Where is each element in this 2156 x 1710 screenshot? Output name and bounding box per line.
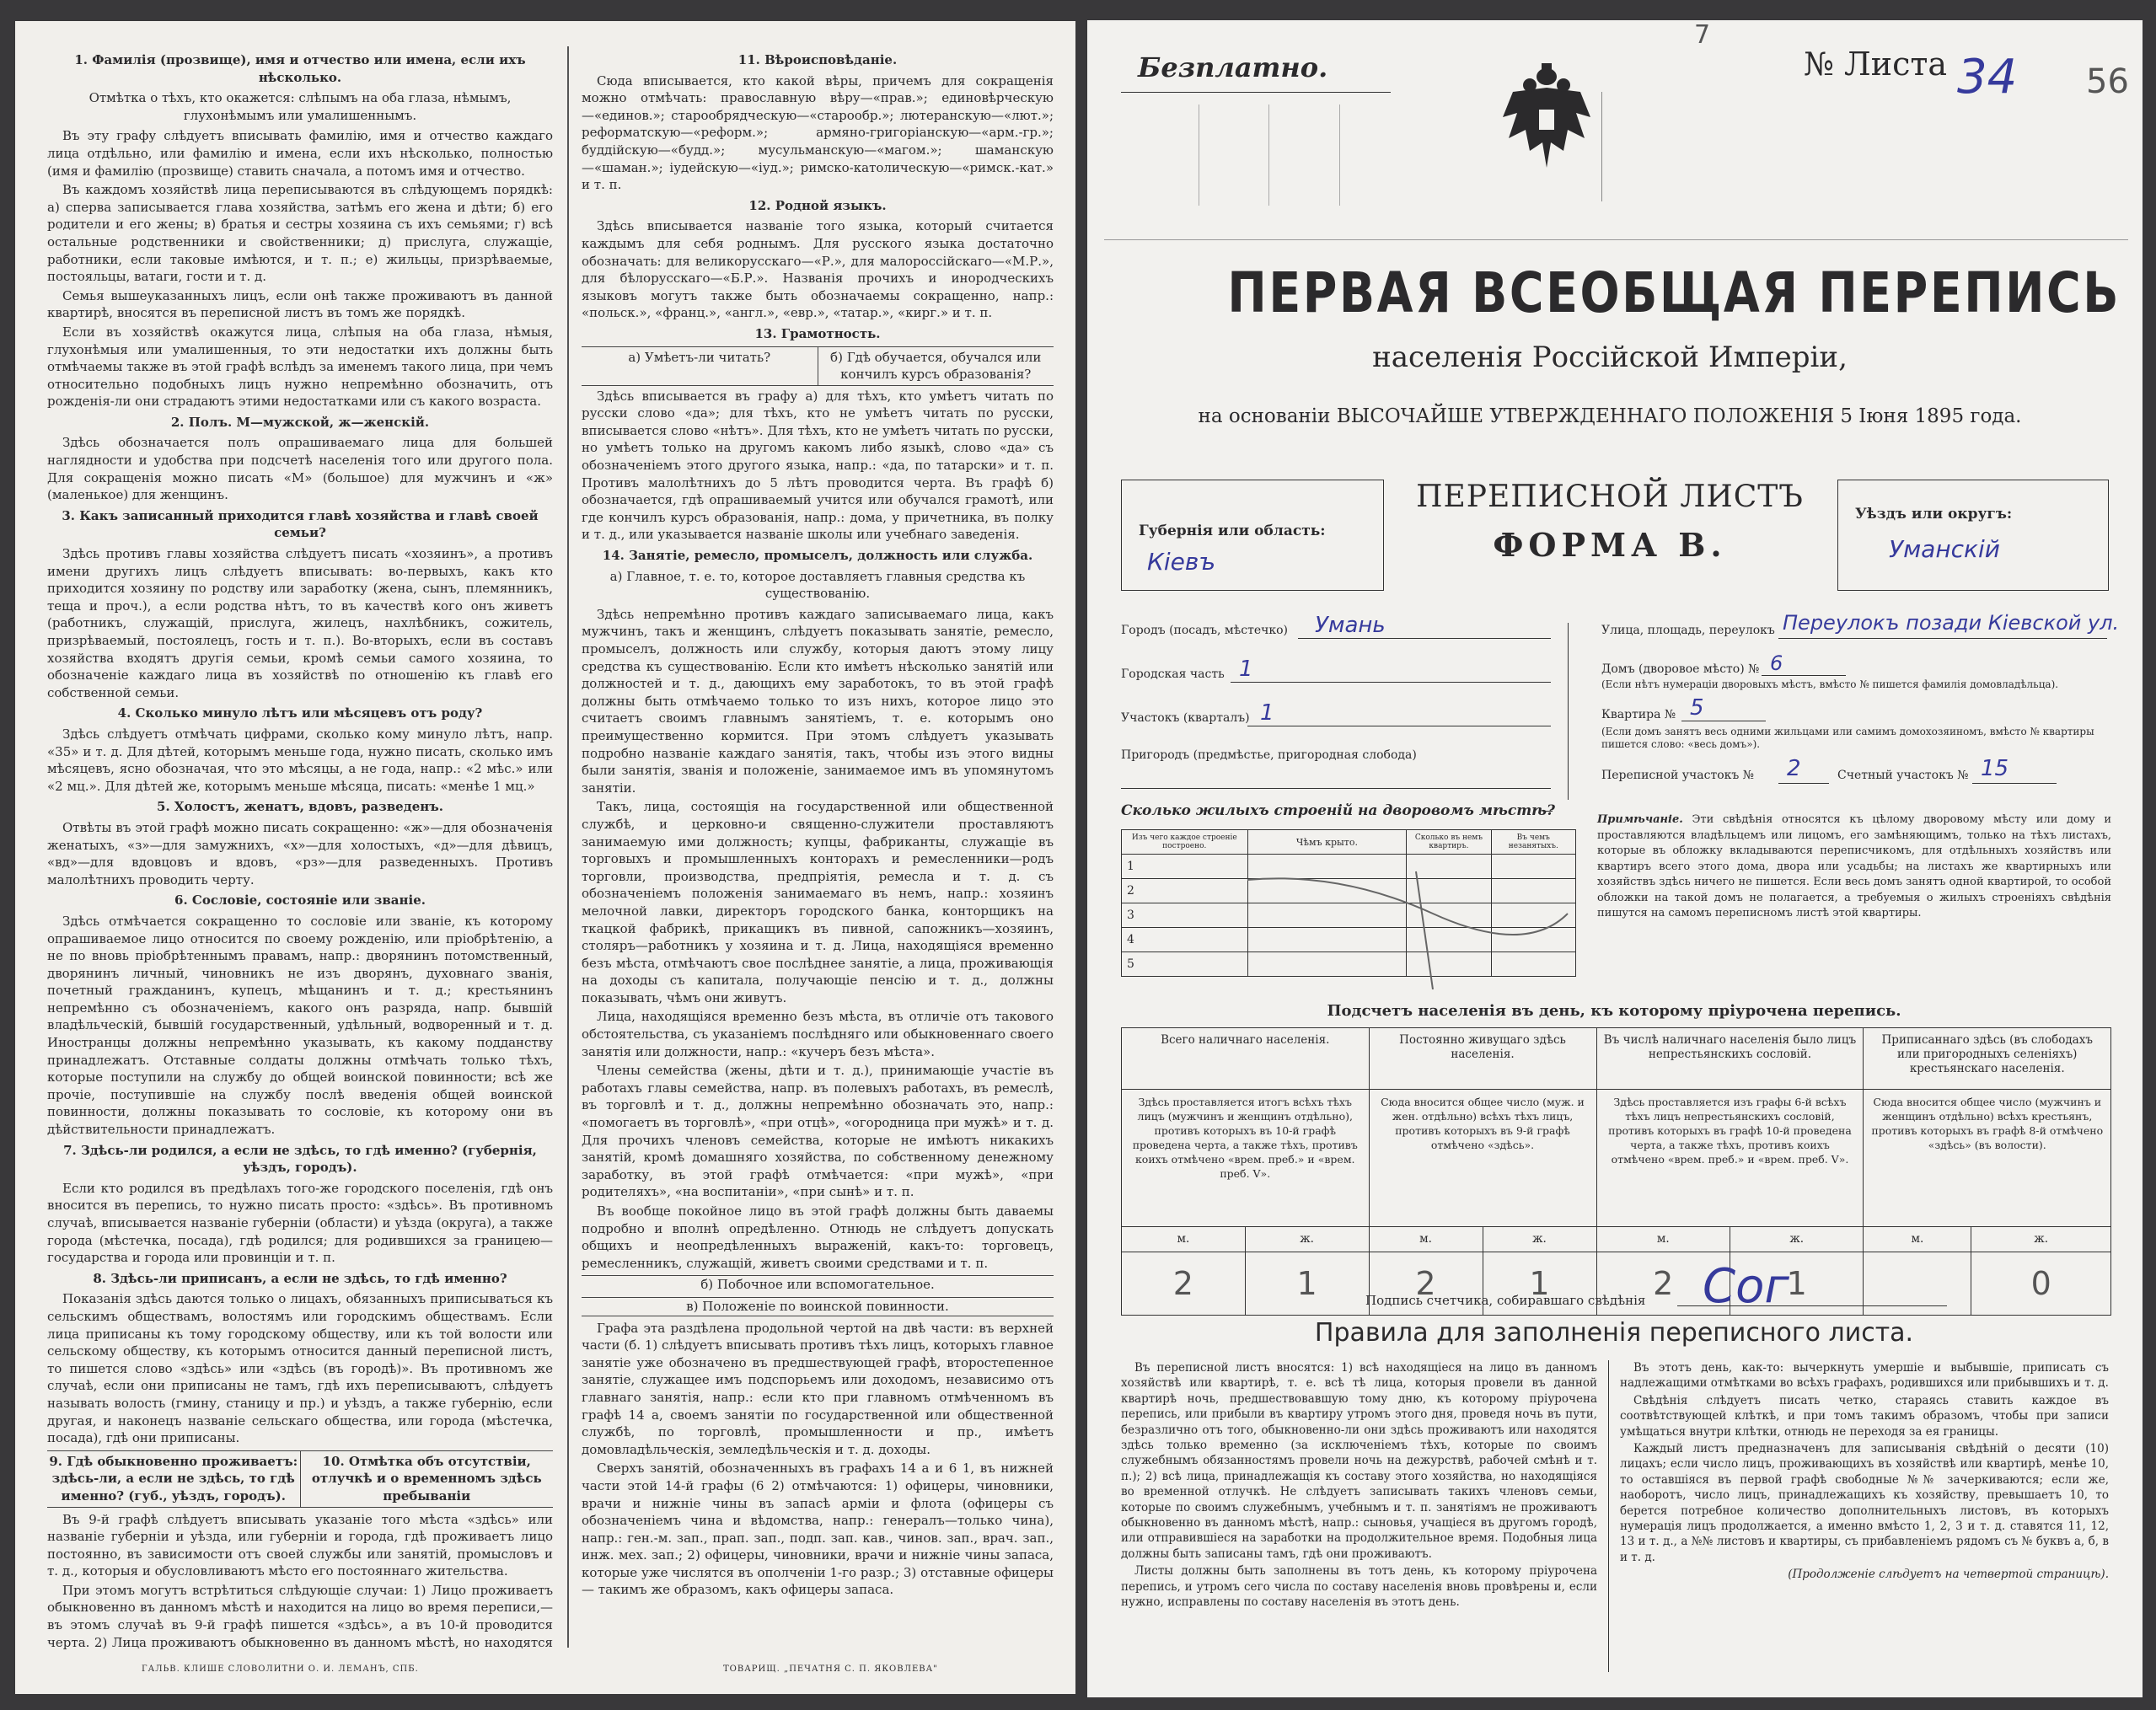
female-label: ж.	[1245, 1227, 1369, 1252]
header-bottom-rule	[1104, 239, 2128, 240]
row-number: 4	[1122, 928, 1248, 952]
buildings-header-vacant: Въ чемъ незанятыхъ.	[1491, 830, 1575, 855]
rules-divider	[1608, 1360, 1609, 1672]
header-divider	[1601, 92, 1687, 201]
section-14-text: Сверхъ занятій, обозначенныхъ въ графахъ 14 а и 6 1, въ нижней части этой 14-й графы (6 2) отмѣчаются: 1) офицеры, чиновники, врачи и нижніе чины въ запасѣ армiи и флота (офицеры съ обозначеніемъ чина и вѣдомства, напр.: генералъ—только чина), напр.: ген.-м. зап., прап. зап., подп. зап. кав., чинов. зап., врач. зап., инж. мех. зап.; 2) офицеры, чиновники, врачи и нижніе чины запаса, которые уже числятся въ ополченіи 1-го разр.; 3) отставные офицеры — такимъ же образомъ, какъ офицеры запаса.	[582, 1461, 1054, 1598]
column-divider	[567, 46, 569, 1648]
pencil-mark: 7	[1694, 20, 1711, 50]
section-11-heading: 11. Вѣроисповѣданіе.	[737, 52, 898, 67]
row-number: 5	[1122, 952, 1248, 977]
section-14-text: Въ вообще покойное лицо въ этой графѣ должны быть даваемы подробно и вполнѣ опредѣленно. Отнюдь не слѣдуетъ допускать общихъ и неопредѣленныхъ выраженій, какъ-то: торговецъ, ремесленникъ, служащій, живетъ своими средствами и т. п.	[582, 1203, 1054, 1271]
population-table	[1121, 1027, 2111, 1316]
section-7-text: Если кто родился въ предѣлахъ того-же городского поселенія, гдѣ онъ вносится въ перепись, то нужно писать просто: «здѣсь». Въ противномъ случаѣ, вписывается названіе губерніи (области) и уѣзда (округа), а также города (мѣстечка, посада), гдѣ родился; для родившихся за границею—государства и города или провинціи и т. п.	[47, 1180, 553, 1266]
rules-paragraph: Листы должны быть заполнены въ тотъ день, къ которому пріурочена перепись, и утромъ сего числа по составу населенія вновь провѣрены и, если нужно, исправлены по составу населенія въ этотъ день.	[1121, 1564, 1597, 1610]
count-area-value: 15	[1981, 756, 2009, 781]
section-13b-heading: б) Гдѣ обучается, обучался или кончилъ курсъ образованія?	[830, 349, 1042, 383]
counter-signature-value: Сог	[1703, 1259, 1789, 1314]
printer-credit-left: ГАЛЬВ. КЛИШЕ СЛОВОЛИТНИ О. И. ЛЕМАНЪ, СПБ.	[142, 1664, 419, 1674]
section-11-text: Сюда вписывается, кто какой вѣры, причемъ для сокращенія можно отмѣчать: православную вѣру—«прав.»; единовѣрческую—«единов.»; старообрядческую—«старообр.»; лютеранскую—«лют.»; реформатскую—«реформ.»; армяно-григоріанскую—«арм.-гр.»; буддійскую—«будд.»; мусульманскую—«магом.»; шаманскую—«шаман.»; іудейскую—«іуд.»; римско-католическую—«римск.-кат.» и т. п.	[582, 72, 1054, 193]
rules-column-2	[1620, 1360, 2109, 1689]
town-value: Умань	[1315, 613, 1386, 638]
rules-paragraph: Каждый листъ предназначенъ для записыванія свѣдѣній о десяти (10) лицахъ; если число лицъ, проживающихъ въ хозяйствѣ или квартирѣ, менѣе 10, то оставшіяся въ первой графѣ свободные №№ зачеркиваются; если же, наоборотъ, число лицъ, принадлежащихъ къ хозяйству, превышаетъ 10, то берется потребное количество дополнительныхъ листовъ, въ которыхъ нумерація лицъ продолжается, а именно вмѣсто 1, 2, 3 и т. д. ставятся 11, 12, 13 и т. д., а №№ листовъ и квартиры, съ прибавленіемъ рядомъ съ № буквъ а, б, в и т. д.	[1620, 1442, 2109, 1564]
city-part-value: 1	[1239, 657, 1253, 682]
male-label: м.	[1864, 1227, 1971, 1252]
gubernia-value: Кіевъ	[1147, 548, 1216, 576]
pop-header-present: Всего наличнаго населенія.	[1122, 1028, 1370, 1090]
note-heading: Примѣчаніе.	[1597, 813, 1683, 826]
section-2-text: Здѣсь обозначается полъ опрашиваемаго лица для большей наглядности и удобства при подсчетѣ населенія того или другого пола. Для сокращенія можно писать «М» (большое) для мужчинъ и «ж» (маленькое) для женщинъ.	[47, 435, 553, 503]
census-area-line	[1778, 783, 1829, 784]
district-label: Участокъ (кварталъ)	[1121, 711, 1250, 725]
uezd-box	[1837, 480, 2109, 591]
address-left	[1121, 613, 1569, 800]
house-value: 6	[1770, 651, 1783, 675]
buildings-question: Сколько жилыхъ строеній на дворовомъ мѣстѣ?	[1121, 802, 1555, 819]
buildings-header-roof: Чѣмъ крыто.	[1247, 830, 1407, 855]
section-14-heading: 14. Занятіе, ремесло, промыселъ, должность или служба.	[602, 548, 1033, 564]
section-1-text: Если въ хозяйствѣ окажутся лица, слѣпыя на оба глаза, нѣмыя, глухонѣмыя или умалишенныя, то эти недостатки ихъ должны быть отмѣчаемы также въ этой графѣ вслѣдъ за именемъ такого лица, при чемъ относительно подобныхъ лицъ нужно непремѣнно обозначить, отъ рожденія-ли они страдаютъ этими недостатками или съ какого возраста.	[47, 324, 553, 410]
section-14-text: Члены семейства (жены, дѣти и т. д.), принимающіе участіе въ работахъ главы семейства, напр. въ полевыхъ работахъ, въ ремеслѣ, въ торговлѣ и т. д., должны непремѣнно обозначать это, напр.: «помогаетъ въ торговлѣ», «при отцѣ», «огородница при мужѣ» и т. д. Для прочихъ членовъ семейства, которые не имѣютъ никакихъ занятій, кромѣ домашняго хозяйства, по собственному денежному заработку, въ этой графѣ отмѣчается: «при мужѣ», «при родителяхъ», «на воспитаніи», «при сынѣ» и т. п.	[582, 1063, 1054, 1200]
apartment-note: (Если домъ занятъ весь одними жильцами или самимъ домохозяиномъ, вмѣсто № квартиры пишется слово: «весь домъ»).	[1601, 726, 2094, 750]
archive-page-number: 56	[2086, 62, 2129, 101]
section-1-text: Въ эту графу слѣдуетъ вписывать фамилію, имя и отчество каждаго лица отдѣльно, или фамилію и имена, если ихъ нѣсколько, полностью (имя и фамилію (прозвище) ставить сначала, а потомъ имя и отчество.	[47, 128, 553, 179]
street-line	[1778, 638, 2107, 639]
nonpeasant-male-count: 2	[1596, 1252, 1730, 1316]
section-6-text: Здѣсь отмѣчается сокращенно то сословіе или званіе, къ которому опрашиваемое лицо относится по своему рожденію, или пріобрѣтенію, а не по вновь пріобрѣтеннымъ правамъ, напр.: дворянинъ потомственный, дворянинъ личный, чиновникъ не изъ дворянъ, духовнаго званія, почетный гражданинъ, купецъ, мѣщанинъ и т. д.; крестьянинъ непремѣнно съ обозначеніемъ, какого онъ разряда, напр. бывшій владѣльческій, бывшій государственный, удѣльный, водворенный и т. д. Иностранцы должны непремѣнно указывать, къ какому подданству принадлежатъ. Отставные солдаты должны отмѣчать только тѣхъ, которые поступили на службу до общей воинской повинности; всѣ же прочіе, поступившіе на службу послѣ введенія общей воинской повинности, должны показывать то сословіе, къ которому они въ дѣйствительности принадлежатъ.	[47, 913, 553, 1138]
section-2-heading: 2. Полъ. М—мужской, ж—женскій.	[170, 414, 430, 430]
header-strip	[1104, 20, 2129, 244]
document-title: ПЕРВАЯ ВСЕОБЩАЯ ПЕРЕПИСЬ	[1227, 260, 2121, 325]
apartment-label: Квартира №	[1601, 708, 1676, 721]
row-number: 3	[1122, 903, 1248, 928]
suburb-label: Пригородъ (предмѣстье, пригородная слобода)	[1121, 748, 1417, 762]
section-13a-heading: а) Умѣетъ-ли читать?	[582, 347, 818, 385]
address-right	[1585, 611, 2120, 800]
list-number-value: 34	[1957, 50, 2018, 105]
section-14-text: Здѣсь непремѣнно противъ каждаго записываемаго лица, какъ мужчинъ, такъ и женщинъ, слѣдуетъ показывать занятіе, ремесло, промыселъ, должность или службу, которыя даютъ этому лицу средства къ существованію. Если кто имѣетъ нѣсколько занятій или должностей и т. д., дающихъ ему заработокъ, то въ этой графѣ должны быть отмѣчаемо только то изъ нихъ, которое лицо это считаетъ своимъ главнымъ занятіемъ, т. е. которымъ оно преимущественно кормится. При этомъ слѣдуетъ указывать подробно названіе каждаго занятія, такъ, чтобы изъ этого видны были занятія, званія и положеніе, занимаемое имъ въ упомянутомъ занятіи.	[582, 606, 1054, 796]
town-line	[1298, 638, 1551, 639]
present-female-count: 1	[1245, 1252, 1369, 1316]
left-page	[15, 21, 1075, 1694]
suburb-line	[1121, 788, 1551, 789]
pop-header-nonpeasant: Въ числѣ наличнаго населенія было лицъ непрестьянскихъ сословій.	[1596, 1028, 1864, 1090]
instructions-column-2	[582, 48, 1054, 1649]
buildings-header-material: Изъ чего каждое строеніе построено.	[1122, 830, 1248, 855]
row-number: 1	[1122, 855, 1248, 879]
section-12-text: Здѣсь вписывается названіе того языка, который считается каждымъ для себя роднымъ. Для русского языка достаточно обозначать: для великорусскаго—«Р.», для малороссійскаго—«М.Р.», для бѣлорусскаго—«Б.Р.». Названія прочихъ и инородческихъ языковъ могутъ также быть обозначаемы сокращенно, напр.: «польск.», «франц.», «англ.», «евр.», «татар.», «кирг.» и т. п.	[582, 218, 1054, 321]
section-13-heading: 13. Грамотность.	[754, 325, 881, 341]
census-area-label: Переписной участокъ №	[1601, 769, 1754, 782]
section-12-heading: 12. Родной языкъ.	[748, 197, 887, 213]
section-9-text: Въ 9-й графѣ слѣдуетъ вписывать указаніе того мѣста «здѣсь» или названіе губерніи и уѣзда, или губерніи и города, гдѣ проживаетъ лицо постоянно, въ зависимости отъ своей службы или занятій, промысловъ и т. д., которыя и обусловливаютъ мѣсто его постояннаго жительства.	[47, 1511, 553, 1579]
legal-basis: на основаніи ВЫСОЧАЙШЕ УТВЕРЖДЕННАГО ПОЛОЖЕНІЯ 5 Іюня 1895 года.	[1198, 405, 2022, 427]
section-14-text: Такъ, лица, состоящія на государственной или общественной службѣ, и церковно-и священно-служители проставляютъ занимаемую ими должность; купцы, фабриканты, служащіе въ торговыхъ и промышленныхъ конторахъ и ремесленники—родъ торговли, производства, предпріятія, ремесла и т. д. съ обозначеніемъ положенія занимаемаго въ немъ, напр.: хозяинъ мелочной лавки, директоръ городского банка, конторщикъ на ткацкой фабрикѣ, прикащикъ въ пивной, сапожникъ—хозяинъ, столяръ—работникъ у хозяина и т. д. Лица, находящіяся временно безъ мѣста, отмѣчаютъ свое послѣднее занятіе, а лица, проживающія на доходы съ капитала, получающіе пенсію и т. д., должны показывать, чѣмъ они живутъ.	[582, 799, 1054, 1005]
section-5-text: Отвѣты въ этой графѣ можно писать сокращенно: «ж»—для обозначенія женатыхъ, «з»—для замужнихъ, «х»—для холостыхъ, «д»—для дѣвицъ, «вд»—для вдовцовъ и вдовъ, «рз»—для разведенныхъ. Противъ малолѣтнихъ проводить черту.	[47, 819, 553, 887]
buildings-header-apartments: Сколько въ немъ квартиръ.	[1407, 830, 1491, 855]
rules-column-1	[1121, 1360, 1597, 1689]
section-14b-heading: б) Побочное или вспомогательное.	[582, 1275, 1054, 1294]
document-subtitle: населенія Россійской Имперіи,	[1372, 340, 1848, 374]
counter-signature-label: Подпись счетчика, собиравшаго свѣдѣнія	[1365, 1293, 1646, 1308]
note-block	[1597, 812, 2111, 922]
pop-header-peasant: Приписаннаго здѣсь (въ слободахъ или пригородныхъ селеніяхъ) крестьянскаго населенія.	[1864, 1028, 2111, 1090]
house-note: (Если нѣтъ нумераціи дворовыхъ мѣстъ, вмѣсто № пишется фамилія домовладѣльца).	[1601, 678, 2059, 690]
permanent-female-count: 1	[1483, 1252, 1596, 1316]
pop-desc-permanent: Сюда вносится общее число (муж. и жен. отдѣльно) всѣхъ тѣхъ лицъ, противъ которыхъ въ 9-й графѣ отмѣчено «здѣсь».	[1369, 1090, 1596, 1227]
section-8-text: Показанія здѣсь даются только о лицахъ, обязанныхъ приписываться къ сельскимъ обществамъ, волостямъ или городскимъ обществамъ. Если лица приписаны къ тому городскому обществу, или къ той волости или сельскому обществу, къ которымъ относится данный переписной листъ, то пишется слово «здѣсь» или «здѣсь (въ городѣ)». Въ противномъ же случаѣ, если они приписаны не тамъ, гдѣ ихъ переписываютъ, слѣдуетъ называть волость (гмину, станицу и пр.) и уѣздъ, а также губернію, если другая, и наконецъ названіе сельскаго общества, или города (мѣстечка, посада), гдѣ они приписаны.	[47, 1291, 553, 1446]
peasant-female-count: 0	[1971, 1252, 2111, 1316]
rules-paragraph: Свѣдѣнія слѣдуетъ писать четко, стараясь ставить каждое въ соотвѣтствующей клѣткѣ, и при томъ такимъ образомъ, чтобы при записи умѣщаться внутри клѣтки, отнюдь не переходя за ея границы.	[1620, 1393, 2109, 1439]
house-line	[1762, 675, 1846, 676]
rules-continuation: (Продолженіе слѣдуетъ на четвертой страницѣ).	[1788, 1568, 2109, 1582]
section-14-text: Лица, находящіяся временно безъ мѣста, въ отличіе отъ такового обстоятельства, съ указаніемъ послѣдняго или обыкновеннаго своего занятія или должности, напр.: «кучеръ безъ мѣста».	[582, 1009, 1054, 1059]
female-label: ж.	[1483, 1227, 1596, 1252]
list-number-label: № Листа	[1804, 46, 1948, 83]
apartment-value: 5	[1690, 695, 1704, 721]
female-label: ж.	[1971, 1227, 2111, 1252]
section-13-text: Здѣсь вписывается въ графу а) для тѣхъ, кто умѣетъ читать по русски слово «да»; для тѣхъ, кто не умѣетъ читать по русски, вписывается слово «нѣтъ». Для тѣхъ, кто не умѣетъ читать по русски, но умѣетъ только на другомъ какомъ либо языкѣ, слово «да» съ обозначеніемъ этого другого языка, напр.: «да, по татарски» и т. п. Противъ малолѣтнихъ до 5 лѣтъ проводится черта. Въ графѣ б) обозначается, гдѣ опрашиваемый учится или обучался грамотѣ, или где кончилъ курсъ образованія, напр.: дома, у причетника, въ полку и т. д., или указывается названіе школы или учебнаго заведенія.	[582, 388, 1054, 543]
district-value: 1	[1260, 700, 1274, 726]
section-4-heading: 4. Сколько минуло лѣтъ или мѣсяцевъ отъ роду?	[117, 705, 483, 721]
printer-credit-right: ТОВАРИЩ. „ПЕЧАТНЯ С. П. ЯКОВЛЕВА"	[723, 1664, 938, 1674]
city-part-label: Городская часть	[1121, 667, 1225, 681]
uezd-value: Уманскій	[1889, 535, 2000, 563]
section-9-10-header	[47, 1450, 553, 1508]
male-label: м.	[1122, 1227, 1246, 1252]
female-label: ж.	[1730, 1227, 1863, 1252]
section-7-heading: 7. Здѣсь-ли родился, а если не здѣсь, то гдѣ именно? (губернія, уѣздъ, городъ).	[63, 1142, 537, 1176]
imperial-eagle-icon	[1496, 58, 1597, 176]
pop-desc-peasant: Сюда вносится общее число (мужчинъ и женщинъ отдѣльно) всѣхъ крестьянъ, противъ которыхъ въ графѣ 8-й отмѣчено «здѣсь» (въ волости).	[1864, 1090, 2111, 1227]
census-area-value: 2	[1787, 756, 1801, 781]
header-rule	[1121, 92, 1391, 93]
section-1-heading: 1. Фамилія (прозвище), имя и отчество или имена, если ихъ нѣсколько.	[74, 52, 526, 85]
section-3-text: Здѣсь противъ главы хозяйства слѣдуетъ писать «хозяинъ», а противъ имени другихъ лицъ слѣдуетъ вписывать: во-первыхъ, какъ кто приходится хозяину по родству или заработку (жена, сынъ, племянникъ, теща и проч.), а если родства нѣтъ, то въ качествѣ кого онъ живетъ (работникъ, служащій, прислуга, жилецъ, нахлѣбникъ, сожитель, призрѣваемый, постоялецъ, гость и т. п.). Во-вторыхъ, если въ составъ хозяйства входятъ другія семьи, кромѣ семьи самого хозяина, то обозначеніе каждаго лица въ хозяйствѣ по отношенію къ главѣ его собственной семьи.	[47, 546, 553, 700]
free-of-charge-label: Безплатно.	[1138, 51, 1328, 83]
male-label: м.	[1369, 1227, 1483, 1252]
row-number: 2	[1122, 879, 1248, 903]
section-8-heading: 8. Здѣсь-ли приписанъ, а если не здѣсь, то гдѣ именно?	[93, 1270, 507, 1286]
pop-desc-nonpeasant: Здѣсь проставляется изъ графы 6-й всѣхъ тѣхъ лицъ непрестьянскихъ сословій, противъ которыхъ въ графѣ 10-й проведена черта, а также тѣхъ, противъ коихъ отмѣчено «врем. преб.» и «врем. преб. V».	[1596, 1090, 1864, 1227]
section-6-heading: 6. Сословіе, состояніе или званіе.	[174, 893, 426, 909]
form-label: ФОРМА В.	[1493, 526, 1727, 564]
nonpeasant-female-count: 1	[1730, 1252, 1863, 1316]
right-page	[1087, 20, 2143, 1697]
count-area-line	[1972, 783, 2057, 784]
gubernia-box	[1121, 480, 1384, 591]
rules-title: Правила для заполненія переписного листа.	[1314, 1318, 1914, 1348]
city-part-line	[1231, 682, 1551, 683]
town-label: Городъ (посадъ, мѣстечко)	[1121, 624, 1289, 637]
region-block	[1121, 480, 2107, 606]
section-14c-heading: в) Положеніе по воинской повинности.	[582, 1297, 1054, 1316]
uezd-label: Уѣздъ или округъ:	[1855, 506, 2013, 523]
list-type-title: ПЕРЕПИСНОЙ ЛИСТЪ	[1416, 480, 1804, 514]
show-through-columns	[1129, 105, 1399, 206]
section-10-heading: 10. Отмѣтка объ отсутствіи, отлучкѣ и о временномъ здѣсь пребываніи	[311, 1453, 542, 1504]
note-text: Эти свѣдѣнія относятся къ цѣлому дворовому мѣсту или дому и проставляются владѣльцемъ или лицомъ, его замѣняющимъ, только на тѣхъ листахъ, которые въ обложку вкладываются переписчикомъ, для отдѣльныхъ хозяйствъ или квартиръ всего этого дома, двора или усадьбы; на листахъ же квартирныхъ или хозяйствъ здѣсь ничего не пишется. Если весь домъ занятъ одной квартирой, то особой обложки на такой домъ не полагается, а требуемыя о жилыхъ строеніяхъ свѣдѣнія пишутся на самомъ переписномъ листѣ этой квартиры.	[1597, 813, 2112, 919]
rules-paragraph: Въ переписной листъ вносятся: 1) всѣ находящіеся на лицо въ данномъ хозяйствѣ или квартирѣ, т. е. всѣ тѣ лица, которыя провели въ данной квартирѣ ночь, предшествовавшую тому дню, къ которому пріурочена перепись, или прибыли въ квартиру утромъ этого дня, проведя ночь въ пути, безразлично отъ того, обыкновенно-ли они здѣсь проживаютъ или находятся здѣсь только временно (за исключеніемъ тѣхъ, которые по своимъ служебнымъ обязанностямъ провели ночь на дежурствѣ, рабочей смѣнѣ и т. п.); 2) всѣ лица, принадлежащія къ составу этого хозяйства, но находящіяся во временной отлучкѣ. Не слѣдуетъ записывать такихъ членовъ семьи, которые по своимъ служебнымъ, учебнымъ и т. п. занятіямъ не проживаютъ обыкновенно въ данномъ мѣстѣ, напр.: сыновья, учащіеся въ другомъ городѣ, или отправившіеся на заработки на продолжительное время. Подобныя лица должны быть записаны тамъ, гдѣ они проживаютъ.	[1121, 1361, 1597, 1561]
pencil-strike-marks	[1239, 863, 1576, 989]
instructions-column-1	[47, 48, 553, 1649]
section-1-subheading: Отмѣтка о тѣхъ, кто окажется: слѣпымъ на оба глаза, нѣмымъ, глухонѣмымъ или умалишеннымъ.	[88, 90, 512, 123]
section-5-heading: 5. Холостъ, женатъ, вдовъ, разведенъ.	[157, 799, 443, 815]
population-tally-title: Подсчетъ населенія въ день, къ которому пріурочена перепись.	[1327, 1002, 1901, 1020]
section-1-text: Въ каждомъ хозяйствѣ лица переписываются въ слѣдующемъ порядкѣ: а) сперва записывается глава хозяйства, затѣмъ его жена и дѣти; б) его родители и его жены; в) братья и сестры хозяина съ ихъ семьями; г) всѣ остальные родственники и свойственники; д) прислуга, служащіе, работники, если таковые имѣются, и т. п.; е) жильцы, призрѣваемые, постояльцы, ватаги, гости и т. д.	[47, 182, 553, 285]
rules-paragraph: Въ этотъ день, как-то: вычеркнуть умершіе и выбывшіе, приписать съ надлежащими отмѣтками во всѣхъ графахъ, родившихся или прибывшихъ и т. д.	[1620, 1361, 2109, 1391]
section-9-heading: 9. Гдѣ обыкновенно проживаетъ: здѣсь-ли, а если не здѣсь, то гдѣ именно? (губ., уѣздъ, городъ).	[47, 1451, 301, 1507]
pop-desc-present: Здѣсь проставляется итогъ всѣхъ тѣхъ лицъ (мужчинъ и женщинъ отдѣльно), противъ которыхъ въ 10-й графѣ проведена черта, а также тѣхъ, противъ коихъ отмѣчено «врем. преб.» и «врем. преб. V».	[1122, 1090, 1370, 1227]
present-male-count: 2	[1122, 1252, 1246, 1316]
house-label: Домъ (дворовое мѣсто) №	[1601, 662, 1760, 676]
street-value: Переулокъ позади Кіевской ул.	[1783, 611, 2120, 635]
gubernia-label: Губернія или область:	[1139, 523, 1326, 539]
section-4-text: Здѣсь слѣдуетъ отмѣчать цифрами, сколько кому минуло лѣтъ, напр. «35» и т. д. Для дѣтей, которымъ меньше года, нужно писать, сколько имъ мѣсяцевъ, ясно обозначая, что это мѣсяцы, а не года, напр.: «2 мѣс.» или «2 мц.». Для дѣтей же, которымъ меньше мѣсяца, писать: «менѣе 1 мц.»	[47, 726, 553, 794]
buildings-question-line	[1542, 811, 1553, 812]
pop-header-permanent: Постоянно живущаго здѣсь населенія.	[1369, 1028, 1596, 1090]
male-label: м.	[1596, 1227, 1730, 1252]
section-3-heading: 3. Какъ записанный приходится главѣ хозяйства и главѣ своей семьи?	[62, 507, 539, 541]
section-14a-heading: а) Главное, т. е. то, которое доставляетъ главныя средства къ существованію.	[609, 568, 1026, 602]
signature-line	[1677, 1305, 1947, 1306]
count-area-label: Счетный участокъ №	[1837, 769, 1969, 782]
section-9-text: При этомъ могутъ встрѣтиться слѣдующіе случаи: 1) Лицо проживаетъ обыкновенно въ данномъ мѣстѣ и находится на лицо во время переписи,—въ этомъ случаѣ въ 9-й графѣ пишется «здѣсь», а въ 10-й проводится черта. 2) Лица проживаютъ обыкновенно въ данномъ мѣстѣ, но находятся	[47, 1582, 553, 1649]
section-14-text: Графа эта раздѣлена продольной чертой на двѣ части: въ верхней части (б. 1) слѣдуетъ вписывать противъ тѣхъ лицъ, которыхъ главное занятіе уже обозначено въ предшествующей графѣ, второстепенное занятіе, служащее имъ подспорьемъ или доходомъ, независимо отъ главнаго занятія, напр.: если кто при главномъ отмѣченномъ въ графѣ 14 а, своемъ занятіи по государственной или общественной службѣ, по торговлѣ, промышленности и пр., имѣетъ домовладѣльческія, земледѣльческія и т. д. доходы.	[582, 1320, 1054, 1457]
street-label: Улица, площадь, переулокъ	[1601, 624, 1775, 637]
permanent-male-count: 2	[1369, 1252, 1483, 1316]
section-13-subheader	[582, 346, 1054, 386]
section-1-text: Семья вышеуказанныхъ лицъ, если онѣ также проживаютъ въ данной квартирѣ, вносятся въ переписной листъ въ томъ же порядкѣ.	[47, 287, 553, 321]
